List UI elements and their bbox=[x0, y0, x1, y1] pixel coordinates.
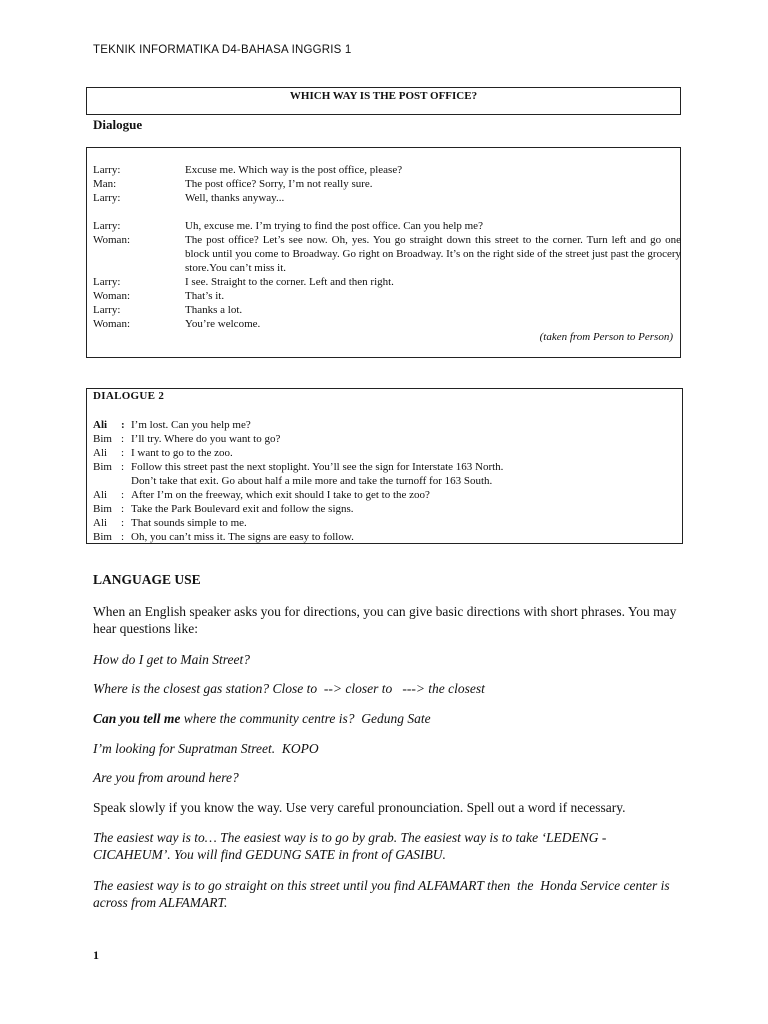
title-box bbox=[86, 87, 681, 115]
example-question-3-bold: Can you tell me bbox=[93, 711, 181, 726]
speaker: Ali bbox=[93, 419, 108, 431]
speaker-colon: : bbox=[121, 461, 125, 473]
speaker: Bim bbox=[93, 531, 112, 543]
line-text: I see. Straight to the corner. Left and then right. bbox=[185, 276, 394, 288]
dialogue-1-box bbox=[86, 147, 681, 358]
line-text: That sounds simple to me. bbox=[131, 517, 247, 529]
example-question-1: How do I get to Main Street? bbox=[93, 652, 250, 667]
speaker-colon: : bbox=[121, 489, 125, 501]
line-text: Follow this street past the next stoplight. You’ll see the sign for Interstate 163 North. bbox=[131, 461, 504, 473]
speaker: Larry: bbox=[93, 304, 121, 316]
line-text: I’ll try. Where do you want to go? bbox=[131, 433, 281, 445]
line-text: After I’m on the freeway, which exit should I take to get to the zoo? bbox=[131, 489, 430, 501]
example-question-4: I’m looking for Supratman Street. KOPO bbox=[93, 741, 319, 756]
line-text: Oh, you can’t miss it. The signs are easy to follow. bbox=[131, 531, 354, 543]
example-question-5: Are you from around here? bbox=[93, 770, 239, 785]
speaker-colon: : bbox=[121, 433, 125, 445]
speaker: Bim bbox=[93, 433, 112, 445]
line-text: Don’t take that exit. Go about half a mile more and take the turnoff for 163 South. bbox=[131, 475, 493, 487]
line-text: Well, thanks anyway... bbox=[185, 192, 285, 204]
page-number: 1 bbox=[93, 948, 99, 962]
speaker: Woman: bbox=[93, 318, 130, 330]
dialogue-1-label: Dialogue bbox=[93, 117, 143, 132]
speaker: Bim bbox=[93, 461, 112, 473]
speaker: Larry: bbox=[93, 164, 121, 176]
example-question-2: Where is the closest gas station? Close to --> closer to ---> the closest bbox=[93, 681, 485, 696]
speaker: Larry: bbox=[93, 220, 121, 232]
dialogue-2-box bbox=[86, 388, 683, 544]
example-answer-2: The easiest way is to go straight on this street until you find ALFAMART then the Honda Service center is across from ALFAMART. bbox=[93, 878, 673, 910]
speaker-colon: : bbox=[121, 447, 125, 459]
line-text: I’m lost. Can you help me? bbox=[131, 419, 251, 431]
speaker: Ali bbox=[93, 517, 108, 529]
document-title: WHICH WAY IS THE POST OFFICE? bbox=[289, 90, 478, 102]
line-text: Uh, excuse me. I’m trying to find the post office. Can you help me? bbox=[185, 220, 483, 232]
line-text: Take the Park Boulevard exit and follow the signs. bbox=[131, 503, 354, 515]
speaker-colon: : bbox=[121, 503, 125, 515]
line-text: Excuse me. Which way is the post office, please? bbox=[185, 164, 403, 176]
advice-text: Speak slowly if you know the way. Use very careful pronounciation. Spell out a word if necessary. bbox=[93, 800, 626, 815]
dialogue-2-title: DIALOGUE 2 bbox=[93, 390, 165, 402]
page-header: TEKNIK INFORMATIKA D4-BAHASA INGGRIS 1 bbox=[93, 44, 352, 56]
speaker: Woman: bbox=[93, 234, 130, 246]
example-question-3 bbox=[93, 710, 683, 727]
speaker: Bim bbox=[93, 503, 112, 515]
line-text: You’re welcome. bbox=[185, 318, 261, 330]
speaker-colon: : bbox=[121, 419, 125, 431]
example-answer-1: The easiest way is to… The easiest way is to go by grab. The easiest way is to take ‘LEDENG - CICAHEUM’. You will find GEDUNG SATE in front of GASIBU. bbox=[93, 830, 607, 862]
speaker: Ali bbox=[93, 489, 108, 501]
example-question-3-rest: where the community centre is? Gedung Sate bbox=[180, 711, 431, 726]
speaker-colon: : bbox=[121, 517, 125, 529]
speaker: Man: bbox=[93, 178, 117, 190]
language-use-intro: When an English speaker asks you for directions, you can give basic directions with short phrases. You may hear questions like: bbox=[93, 604, 677, 636]
dialogue-1-source: (taken from Person to Person) bbox=[539, 331, 673, 343]
line-text: The post office? Sorry, I’m not really sure. bbox=[185, 178, 373, 190]
speaker-colon: : bbox=[121, 531, 125, 543]
line-text: Thanks a lot. bbox=[185, 304, 243, 316]
language-use-heading: LANGUAGE USE bbox=[93, 572, 201, 587]
speaker: Larry: bbox=[93, 276, 121, 288]
speaker: Woman: bbox=[93, 290, 130, 302]
line-text: The post office? Let’s see now. Oh, yes. You go straight down this street to the corner. Turn left and go one block until you come to Broadway. Go right on Broadway. It’s on the right side of the street just past the grocery store.You can’t miss it. bbox=[185, 234, 681, 275]
speaker: Ali bbox=[93, 447, 108, 459]
line-text: That’s it. bbox=[185, 290, 225, 302]
line-text: I want to go to the zoo. bbox=[131, 447, 233, 459]
speaker: Larry: bbox=[93, 192, 121, 204]
